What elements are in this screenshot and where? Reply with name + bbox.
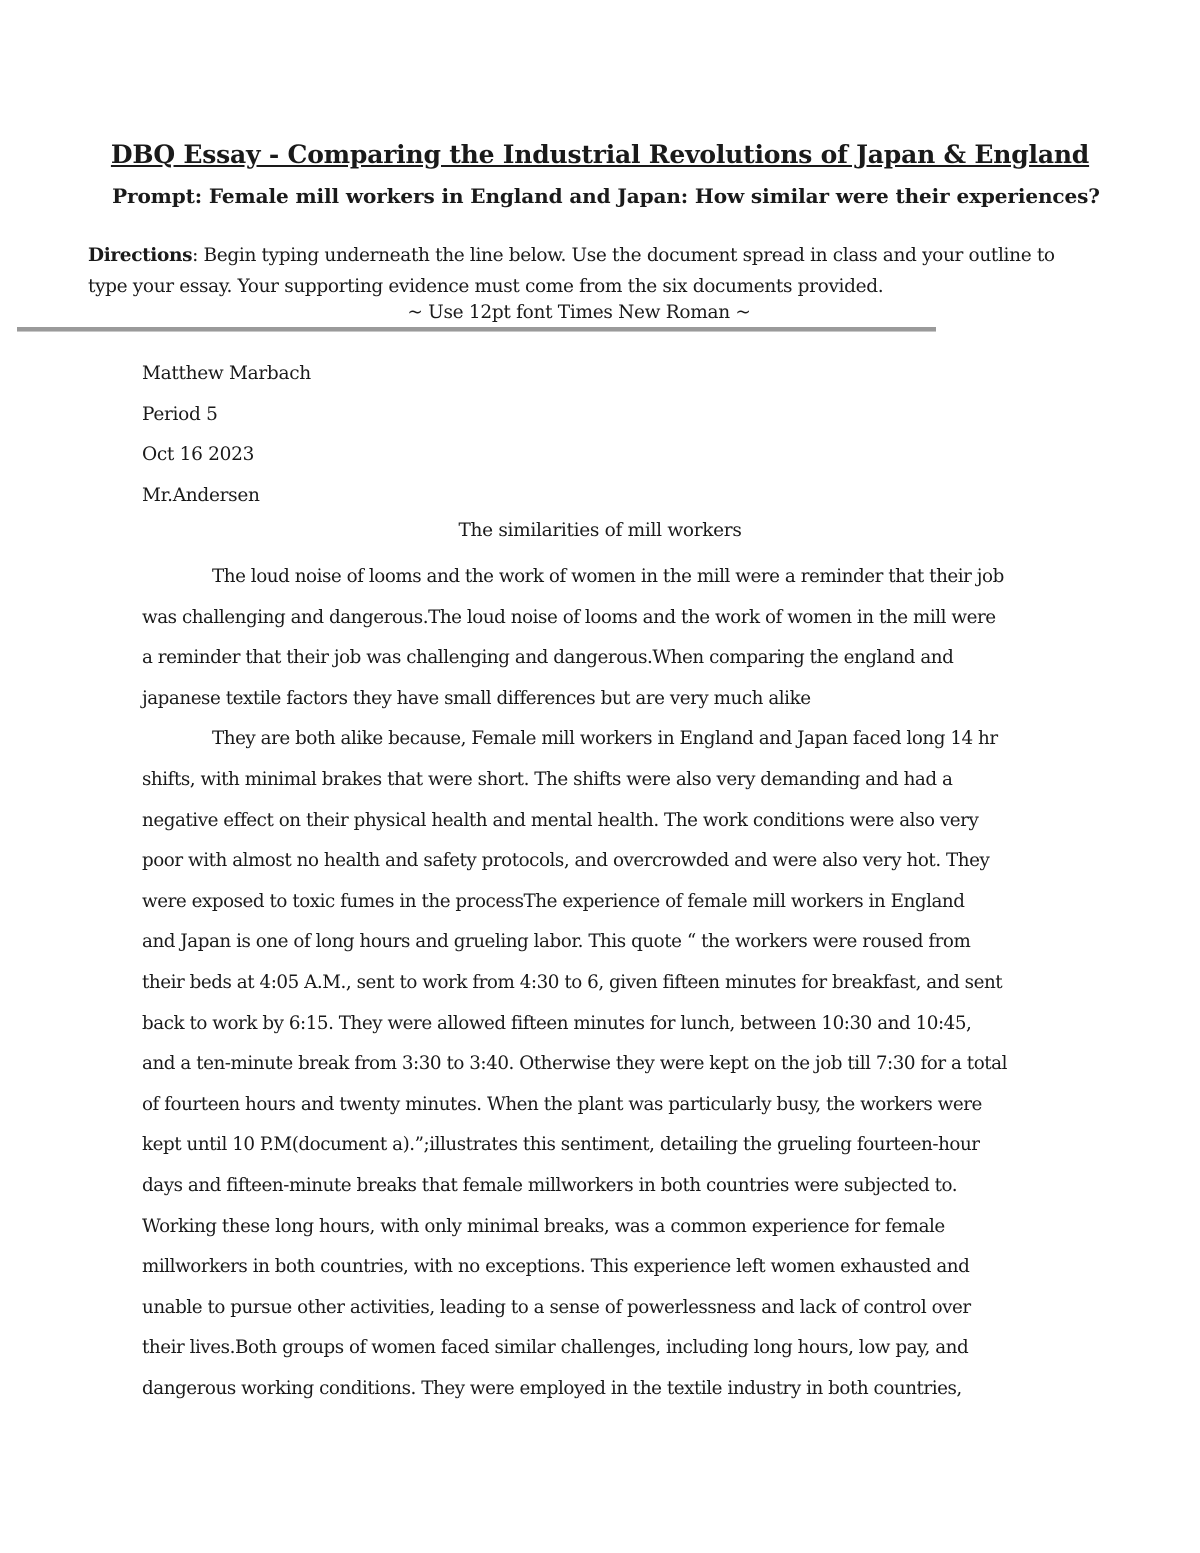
student-name: Matthew Marbach [142, 363, 311, 384]
directions-text-1: : Begin typing underneath the line below. Use the document spread in class and your outline to [192, 245, 1055, 266]
directions-line-2: type your essay. Your supporting evidence must come from the six documents provided. [88, 276, 884, 297]
essay-body [142, 560, 1082, 1412]
essay-line: shifts, with minimal brakes that were short. The shifts were also very demanding and had a [142, 768, 953, 790]
essay-line: and Japan is one of long hours and grueling labor. This quote “ the workers were roused from [142, 931, 971, 953]
essay-line: japanese textile factors they have small differences but are very much alike [142, 687, 811, 709]
prompt-line [0, 184, 1200, 208]
directions-label: Directions [88, 245, 193, 266]
prompt-text: : Female mill workers in England and Japan: How similar were their experiences? [194, 184, 1100, 208]
directions-line-1 [88, 240, 1098, 271]
essay-line: dangerous working conditions. They were employed in the textile industry in both countries, [142, 1377, 962, 1399]
document-title: DBQ Essay - Comparing the Industrial Revolutions of Japan & England [110, 140, 1090, 169]
essay-line: millworkers in both countries, with no exceptions. This experience left women exhausted and [142, 1256, 970, 1278]
font-note: ~ Use 12pt font Times New Roman ~ [407, 302, 751, 323]
essay-line: was challenging and dangerous.The loud noise of looms and the work of women in the mill were [142, 606, 996, 628]
essay-line: negative effect on their physical health and mental health. The work conditions were also very [142, 809, 979, 831]
essay-line: their beds at 4:05 A.M., sent to work from 4:30 to 6, given fifteen minutes for breakfast, and sent [142, 971, 1003, 993]
divider-line [17, 327, 936, 332]
essay-line: They are both alike because, Female mill workers in England and Japan faced long 14 hr [212, 728, 998, 750]
essay-line: unable to pursue other activities, leading to a sense of powerlessness and lack of control over [142, 1296, 971, 1318]
essay-date: Oct 16 2023 [142, 444, 255, 465]
directions-block [88, 240, 1098, 302]
essay-line: poor with almost no health and safety protocols, and overcrowded and were also very hot. They [142, 850, 990, 872]
essay-line: were exposed to toxic fumes in the processThe experience of female mill workers in England [142, 890, 965, 912]
essay-line: Working these long hours, with only minimal breaks, was a common experience for female [142, 1215, 945, 1237]
essay-line: kept until 10 P.M(document a).”;illustrates this sentiment, detailing the grueling fourteen-hour [142, 1134, 980, 1156]
essay-line: of fourteen hours and twenty minutes. When the plant was particularly busy, the workers were [142, 1093, 982, 1115]
teacher-name: Mr.Andersen [142, 484, 260, 506]
essay-line: and a ten-minute break from 3:30 to 3:40. Otherwise they were kept on the job till 7:30 for a total [142, 1053, 1007, 1075]
essay-line: back to work by 6:15. They were allowed fifteen minutes for lunch, between 10:30 and 10:45, [142, 1012, 972, 1034]
essay-line: days and fifteen-minute breaks that female millworkers in both countries were subjected to. [142, 1174, 958, 1196]
student-heading [142, 358, 742, 520]
prompt-label: Prompt [112, 184, 195, 208]
essay-line: The loud noise of looms and the work of women in the mill were a reminder that their job [212, 566, 1004, 587]
essay-line: their lives.Both groups of women faced similar challenges, including long hours, low pay, and [142, 1337, 969, 1359]
essay-title: The similarities of mill workers [458, 520, 742, 541]
student-period: Period 5 [142, 403, 218, 425]
essay-line: a reminder that their job was challenging and dangerous.When comparing the england and [142, 647, 954, 669]
